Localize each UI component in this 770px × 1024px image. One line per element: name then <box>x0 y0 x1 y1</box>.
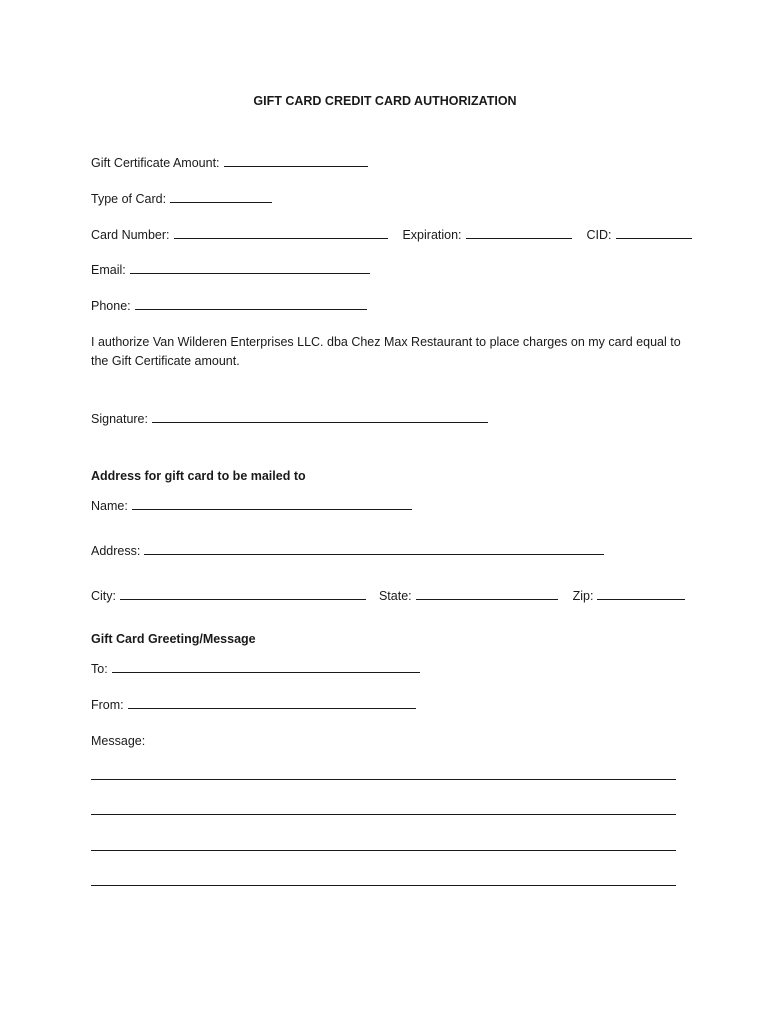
to-label: To: <box>91 662 108 676</box>
name-row <box>91 498 412 514</box>
from-field[interactable] <box>128 697 416 709</box>
name-label: Name: <box>91 499 128 513</box>
phone-row <box>91 298 367 314</box>
signature-field[interactable] <box>152 411 488 423</box>
card-details-row <box>91 227 692 243</box>
email-row <box>91 262 370 278</box>
greeting-heading: Gift Card Greeting/Message <box>91 632 256 646</box>
address-field[interactable] <box>144 543 604 555</box>
expiration-field[interactable] <box>466 227 572 239</box>
message-line[interactable] <box>91 850 676 851</box>
message-line[interactable] <box>91 779 676 780</box>
address-row <box>91 543 604 559</box>
card-number-label: Card Number: <box>91 228 170 242</box>
phone-label: Phone: <box>91 299 131 313</box>
email-label: Email: <box>91 263 126 277</box>
to-row <box>91 661 420 677</box>
signature-row <box>91 411 488 427</box>
address-label: Address: <box>91 544 141 558</box>
city-field[interactable] <box>120 588 366 600</box>
zip-label: Zip: <box>572 589 594 603</box>
state-label: State: <box>378 589 412 603</box>
message-row <box>91 733 145 749</box>
phone-field[interactable] <box>135 298 367 310</box>
city-state-zip-row <box>91 588 685 604</box>
form-title: GIFT CARD CREDIT CARD AUTHORIZATION <box>253 94 517 108</box>
card-type-field[interactable] <box>170 191 272 203</box>
expiration-label: Expiration: <box>402 228 462 242</box>
card-type-label: Type of Card: <box>91 192 167 206</box>
from-label: From: <box>91 698 124 712</box>
city-label: City: <box>91 589 116 603</box>
from-row <box>91 697 416 713</box>
name-field[interactable] <box>132 498 412 510</box>
cid-field[interactable] <box>616 227 692 239</box>
cid-label: CID: <box>586 228 612 242</box>
message-line[interactable] <box>91 885 676 886</box>
gift-amount-field[interactable] <box>224 155 368 167</box>
zip-field[interactable] <box>597 588 685 600</box>
state-field[interactable] <box>416 588 558 600</box>
message-line[interactable] <box>91 814 676 815</box>
card-number-field[interactable] <box>174 227 388 239</box>
signature-label: Signature: <box>91 412 148 426</box>
gift-amount-row <box>91 155 368 171</box>
authorization-text: I authorize Van Wilderen Enterprises LLC. dba Chez Max Restaurant to place charges on my card equal to the Gift Certificate amount. <box>91 335 681 368</box>
mailing-address-heading: Address for gift card to be mailed to <box>91 469 306 483</box>
email-field[interactable] <box>130 262 370 274</box>
to-field[interactable] <box>112 661 420 673</box>
message-label: Message: <box>91 734 146 748</box>
gift-amount-label: Gift Certificate Amount: <box>91 156 220 170</box>
card-type-row <box>91 191 272 207</box>
